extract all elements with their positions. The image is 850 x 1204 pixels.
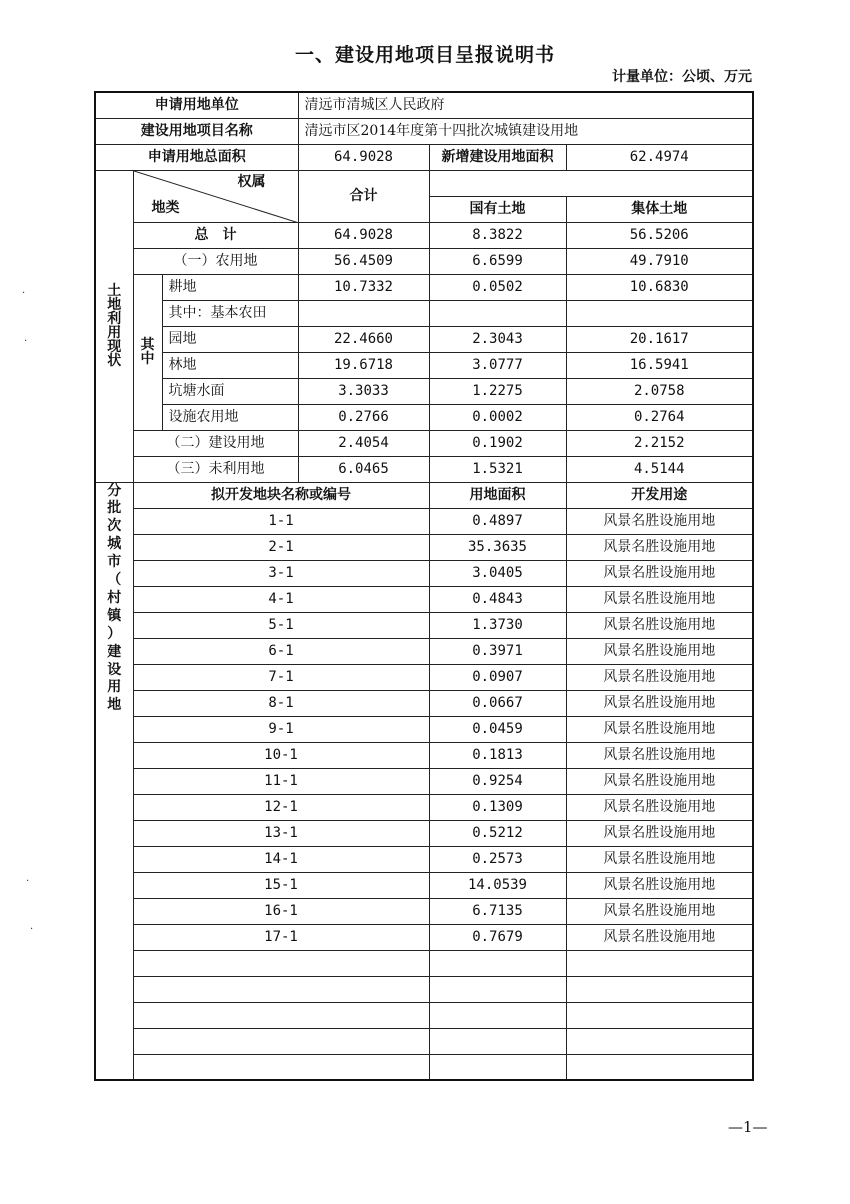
state-land-value: 0.0502 [429, 274, 566, 300]
plot-id: 10-1 [133, 742, 429, 768]
land-total-value [298, 300, 429, 326]
plot-row [95, 742, 753, 768]
document-title: 一、建设用地项目呈报说明书 [294, 44, 555, 66]
collective-land-value: 56.5206 [566, 222, 753, 248]
side-char: 地 [107, 697, 122, 714]
land-type-name: （二）建设用地 [133, 430, 298, 456]
land-type-name: 设施农用地 [162, 404, 298, 430]
owner-header: 权属 [237, 173, 266, 190]
collective-land-value: 2.0758 [566, 378, 753, 404]
scan-speck: · [24, 336, 28, 347]
plot-use-header: 开发用途 [566, 482, 753, 508]
land-type-name: 耕地 [162, 274, 298, 300]
land-total-value: 64.9028 [298, 222, 429, 248]
plot-row [95, 820, 753, 846]
qizhong-char: 其 [140, 337, 155, 353]
side-char: 利 [107, 311, 122, 327]
state-land-value: 0.0002 [429, 404, 566, 430]
owner-type-diagonal-header [133, 170, 298, 222]
plot-use: 风景名胜设施用地 [566, 846, 753, 872]
plot-area: 1.3730 [429, 612, 566, 638]
side-char: 村 [107, 589, 122, 606]
new-construction-area-value: 62.4974 [566, 144, 753, 170]
plot-area [429, 950, 566, 976]
project-name-value: 清远市区2014年度第十四批次城镇建设用地 [298, 118, 753, 144]
land-type-name: 园地 [162, 326, 298, 352]
plot-id: 16-1 [133, 898, 429, 924]
land-total-value: 56.4509 [298, 248, 429, 274]
plot-use: 风景名胜设施用地 [566, 742, 753, 768]
plot-row [95, 664, 753, 690]
collective-land-value: 10.6830 [566, 274, 753, 300]
plot-row [95, 794, 753, 820]
project-name-label: 建设用地项目名称 [95, 118, 298, 144]
land-total-value: 6.0465 [298, 456, 429, 482]
state-land-value: 2.3043 [429, 326, 566, 352]
applicant-label: 申请用地单位 [95, 92, 298, 118]
land-use-row [95, 404, 753, 430]
scan-speck: · [22, 288, 26, 299]
plot-id [133, 950, 429, 976]
plot-area: 0.0459 [429, 716, 566, 742]
qizhong-char: 中 [140, 351, 155, 367]
plot-use: 风景名胜设施用地 [566, 872, 753, 898]
page-number: —1— [728, 1118, 768, 1136]
state-land-value: 6.6599 [429, 248, 566, 274]
plot-row [95, 846, 753, 872]
collective-land-value: 0.2764 [566, 404, 753, 430]
land-use-row [95, 456, 753, 482]
plot-id: 17-1 [133, 924, 429, 950]
side-char: ） [107, 625, 122, 642]
plot-area: 0.0907 [429, 664, 566, 690]
state-land-value: 8.3822 [429, 222, 566, 248]
plot-row [95, 924, 753, 950]
total-header: 合计 [298, 170, 429, 222]
land-type-name: （三）未利用地 [133, 456, 298, 482]
state-land-value: 1.5321 [429, 456, 566, 482]
side-char: 地 [107, 297, 122, 313]
land-use-row [95, 274, 753, 300]
plot-row [95, 690, 753, 716]
plot-id: 15-1 [133, 872, 429, 898]
side-char: 用 [107, 325, 122, 341]
land-total-value: 2.4054 [298, 430, 429, 456]
qizhong-label [133, 274, 162, 430]
state-land-value: 0.1902 [429, 430, 566, 456]
type-header: 地类 [151, 199, 180, 216]
side-char: 状 [107, 353, 122, 369]
plot-use: 风景名胜设施用地 [566, 820, 753, 846]
plot-use: 风景名胜设施用地 [566, 898, 753, 924]
plot-row [95, 1028, 753, 1054]
land-type-name: 林地 [162, 352, 298, 378]
plot-id: 12-1 [133, 794, 429, 820]
land-use-row [95, 326, 753, 352]
land-use-side-label [95, 170, 133, 482]
plot-area [429, 1002, 566, 1028]
land-type-name: 总 计 [133, 222, 298, 248]
plot-use [566, 1002, 753, 1028]
collective-land-value: 2.2152 [566, 430, 753, 456]
collective-land-value: 16.5941 [566, 352, 753, 378]
total-area-label: 申请用地总面积 [95, 144, 298, 170]
plot-use: 风景名胜设施用地 [566, 768, 753, 794]
land-use-row [95, 222, 753, 248]
plot-row [95, 1002, 753, 1028]
plot-use: 风景名胜设施用地 [566, 924, 753, 950]
plot-area: 0.4897 [429, 508, 566, 534]
plot-use: 风景名胜设施用地 [566, 560, 753, 586]
plot-area: 6.7135 [429, 898, 566, 924]
plot-area: 3.0405 [429, 560, 566, 586]
plot-row [95, 1054, 753, 1080]
plot-area [429, 1054, 566, 1080]
plot-use: 风景名胜设施用地 [566, 690, 753, 716]
plot-area: 0.9254 [429, 768, 566, 794]
land-application-form [94, 91, 754, 1081]
plot-use [566, 950, 753, 976]
plot-use: 风景名胜设施用地 [566, 638, 753, 664]
plot-row [95, 950, 753, 976]
land-total-value: 19.6718 [298, 352, 429, 378]
plot-id: 9-1 [133, 716, 429, 742]
land-use-row [95, 352, 753, 378]
plot-id: 13-1 [133, 820, 429, 846]
plot-id: 14-1 [133, 846, 429, 872]
plot-use: 风景名胜设施用地 [566, 586, 753, 612]
plot-id: 1-1 [133, 508, 429, 534]
plot-use [566, 1054, 753, 1080]
collective-land-value: 20.1617 [566, 326, 753, 352]
state-land-header: 国有土地 [429, 196, 566, 222]
collective-land-header: 集体土地 [566, 196, 753, 222]
plot-id [133, 1028, 429, 1054]
unit-note: 计量单位：公顷、万元 [612, 69, 752, 85]
land-use-row [95, 300, 753, 326]
plot-area [429, 976, 566, 1002]
land-total-value: 22.4660 [298, 326, 429, 352]
side-char: 用 [107, 679, 122, 696]
plot-id: 2-1 [133, 534, 429, 560]
plot-area: 0.5212 [429, 820, 566, 846]
plot-area: 0.3971 [429, 638, 566, 664]
side-char: 土 [107, 283, 122, 299]
plot-area [429, 1028, 566, 1054]
land-total-value: 0.2766 [298, 404, 429, 430]
applicant-value: 清远市清城区人民政府 [298, 92, 753, 118]
side-char: 分 [107, 482, 122, 499]
side-char: 城 [107, 536, 122, 553]
plot-id: 8-1 [133, 690, 429, 716]
land-type-name: 坑塘水面 [162, 378, 298, 404]
plot-row [95, 586, 753, 612]
plot-id [133, 976, 429, 1002]
plot-area: 0.2573 [429, 846, 566, 872]
land-use-row [95, 378, 753, 404]
plot-name-header: 拟开发地块名称或编号 [133, 482, 429, 508]
scan-speck: · [26, 876, 30, 887]
state-land-value: 1.2275 [429, 378, 566, 404]
plot-row [95, 560, 753, 586]
land-total-value: 3.3033 [298, 378, 429, 404]
side-char: 镇 [107, 607, 122, 624]
land-type-name: （一）农用地 [133, 248, 298, 274]
plot-area: 35.3635 [429, 534, 566, 560]
plot-area: 0.7679 [429, 924, 566, 950]
new-construction-area-label: 新增建设用地面积 [429, 144, 566, 170]
plot-row [95, 976, 753, 1002]
plot-use: 风景名胜设施用地 [566, 612, 753, 638]
side-char: （ [107, 572, 122, 589]
collective-land-value: 49.7910 [566, 248, 753, 274]
total-area-value: 64.9028 [298, 144, 429, 170]
plot-row [95, 872, 753, 898]
plot-row [95, 638, 753, 664]
side-char: 次 [107, 518, 122, 535]
side-char: 市 [107, 554, 122, 571]
plot-id: 11-1 [133, 768, 429, 794]
plot-id: 6-1 [133, 638, 429, 664]
plot-area: 0.0667 [429, 690, 566, 716]
plot-row [95, 508, 753, 534]
plot-row [95, 534, 753, 560]
plot-use [566, 976, 753, 1002]
side-char: 批 [107, 500, 122, 517]
plot-area: 0.1813 [429, 742, 566, 768]
plot-row [95, 898, 753, 924]
plot-use: 风景名胜设施用地 [566, 716, 753, 742]
collective-land-value: 4.5144 [566, 456, 753, 482]
plot-use: 风景名胜设施用地 [566, 534, 753, 560]
plot-id: 7-1 [133, 664, 429, 690]
plots-side-label [95, 482, 133, 1080]
land-type-name: 其中：基本农田 [162, 300, 298, 326]
state-land-value: 3.0777 [429, 352, 566, 378]
side-char: 设 [107, 661, 122, 678]
plot-row [95, 768, 753, 794]
land-use-row [95, 430, 753, 456]
state-land-value [429, 300, 566, 326]
plot-id: 3-1 [133, 560, 429, 586]
land-use-row [95, 248, 753, 274]
plot-row [95, 716, 753, 742]
plot-id [133, 1054, 429, 1080]
plot-area: 0.1309 [429, 794, 566, 820]
scan-speck: · [30, 924, 34, 935]
plot-id [133, 1002, 429, 1028]
plot-area: 14.0539 [429, 872, 566, 898]
plot-area-header: 用地面积 [429, 482, 566, 508]
plot-area: 0.4843 [429, 586, 566, 612]
plot-id: 5-1 [133, 612, 429, 638]
plot-use [566, 1028, 753, 1054]
side-char: 建 [107, 643, 122, 660]
ownership-blank-cell [429, 170, 753, 196]
plot-id: 4-1 [133, 586, 429, 612]
plot-use: 风景名胜设施用地 [566, 508, 753, 534]
plot-use: 风景名胜设施用地 [566, 794, 753, 820]
plot-row [95, 612, 753, 638]
collective-land-value [566, 300, 753, 326]
land-total-value: 10.7332 [298, 274, 429, 300]
plots-header-row [95, 482, 753, 508]
plot-use: 风景名胜设施用地 [566, 664, 753, 690]
side-char: 现 [107, 339, 122, 355]
